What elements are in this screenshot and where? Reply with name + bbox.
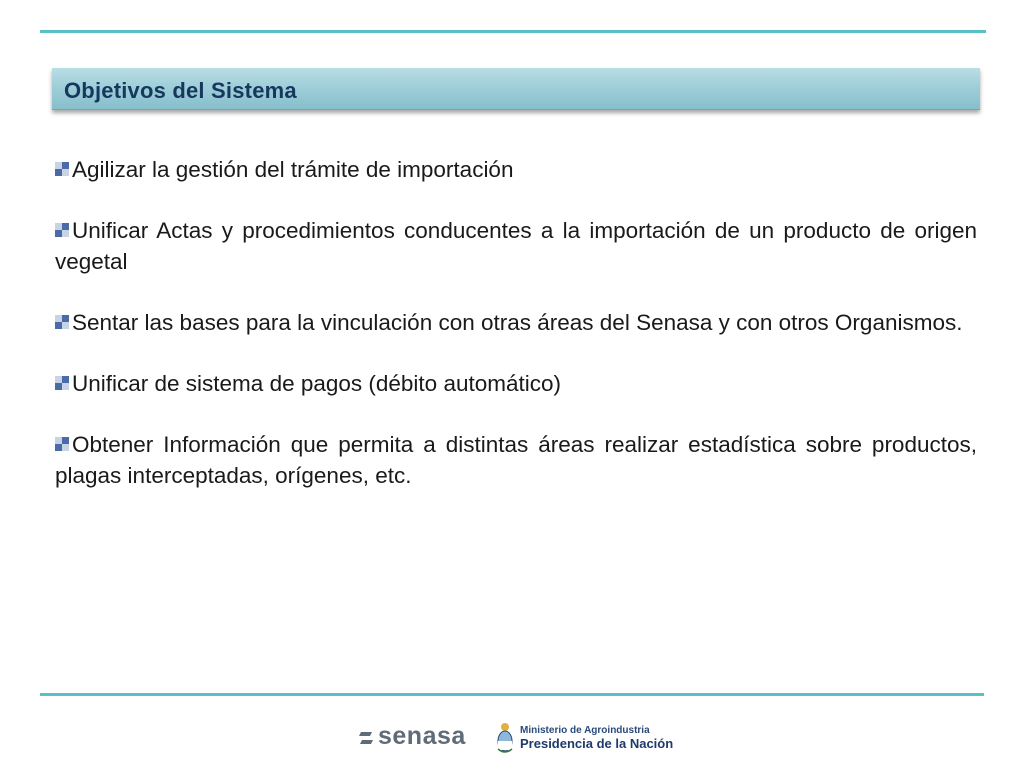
- checkered-square-bullet-icon: [55, 315, 69, 329]
- checkered-square-bullet-icon: [55, 376, 69, 390]
- bullet-item: [55, 215, 977, 277]
- top-divider: [40, 30, 986, 33]
- bullet-list: [55, 154, 977, 521]
- bullet-text: Sentar las bases para la vinculación con otras áreas del Senasa y con otros Organismos.: [72, 310, 963, 335]
- bullet-item: [55, 429, 977, 491]
- footer-logos: [0, 718, 1024, 758]
- bullet-text: Unificar de sistema de pagos (débito automático): [72, 371, 562, 396]
- national-coat-of-arms-icon: [496, 721, 514, 755]
- bullet-text: Agilizar la gestión del trámite de importación: [72, 157, 514, 182]
- bullet-item: [55, 154, 977, 185]
- government-logo: [496, 721, 676, 755]
- slide-title: Objetivos del Sistema: [64, 78, 297, 103]
- bullet-text: Obtener Información que permita a distintas áreas realizar estadística sobre productos, plagas interceptadas, orígenes, etc.: [55, 432, 977, 488]
- senasa-logo-text: senasa: [378, 722, 466, 750]
- title-bar: [52, 68, 980, 110]
- senasa-logo-mark-icon: [358, 730, 374, 746]
- checkered-square-bullet-icon: [55, 223, 69, 237]
- bottom-divider: [40, 693, 984, 696]
- presidency-label: Presidencia de la Nación: [520, 736, 674, 751]
- ministry-label: Ministerio de Agroindustria: [520, 725, 650, 736]
- checkered-square-bullet-icon: [55, 437, 69, 451]
- bullet-item: [55, 307, 977, 338]
- checkered-square-bullet-icon: [55, 162, 69, 176]
- bullet-item: [55, 368, 977, 399]
- bullet-text: Unificar Actas y procedimientos conducentes a la importación de un producto de origen vegetal: [55, 218, 977, 274]
